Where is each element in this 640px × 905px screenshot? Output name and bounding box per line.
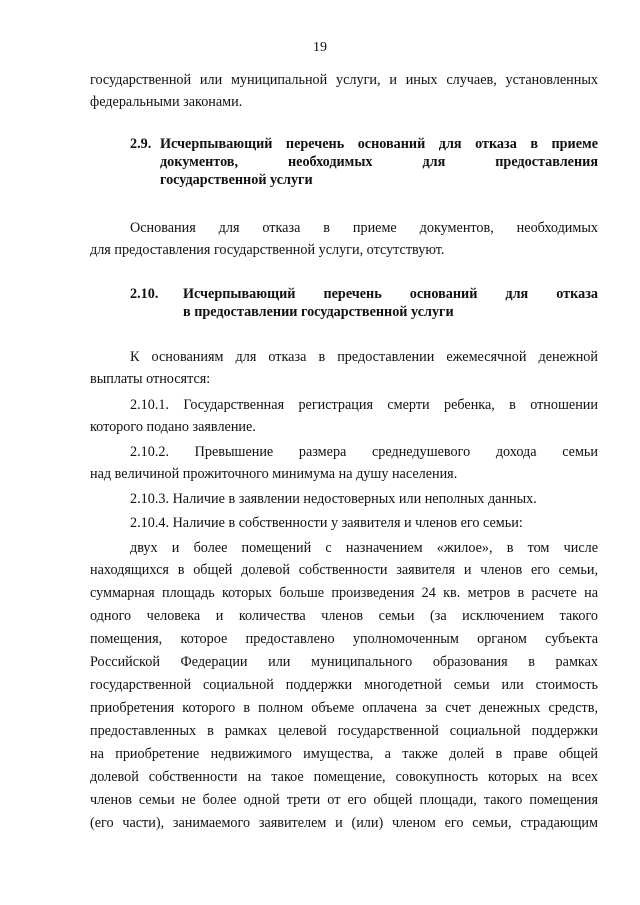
section-2-9-title-line-3: государственной услуги bbox=[160, 172, 313, 188]
body-line-6: над величиной прожиточного минимума на душу населения. bbox=[90, 466, 458, 482]
section-2-9-body-line-1: Основания для отказа в приеме документов, необходимых bbox=[130, 220, 598, 236]
section-2-10-number: 2.10. bbox=[130, 286, 159, 302]
body-line-19: долевой собственности на такое помещение, совокупность которых на всех bbox=[90, 769, 598, 785]
section-2-10-title-line-2: в предоставлении государственной услуги bbox=[183, 304, 454, 320]
body-line-20: членов семьи не более одной трети от его общей площади, такого помещения bbox=[90, 792, 598, 808]
section-2-10-title-line-1: Исчерпывающий перечень оснований для отказа bbox=[183, 286, 598, 302]
body-line-15: государственной социальной поддержки многодетной семьи или стоимость bbox=[90, 677, 598, 693]
body-line-9: двух и более помещений с назначением «жилое», в том числе bbox=[130, 540, 598, 556]
section-2-9-title-line-1: Исчерпывающий перечень оснований для отказа в приеме bbox=[160, 136, 598, 152]
intro-line-2: федеральными законами. bbox=[90, 94, 243, 110]
body-line-12: одного человека и количества членов семьи (за исключением такого bbox=[90, 608, 598, 624]
body-line-3: 2.10.1. Государственная регистрация смерти ребенка, в отношении bbox=[130, 397, 598, 413]
intro-line-1: государственной или муниципальной услуги, и иных случаев, установленных bbox=[90, 72, 598, 88]
section-2-9-body-line-2: для предоставления государственной услуги, отсутствуют. bbox=[90, 242, 445, 258]
body-line-11: суммарная площадь которых больше произведения 24 кв. метров в расчете на bbox=[90, 585, 598, 601]
body-line-13: помещения, которое предоставлено уполномоченным органом субъекта bbox=[90, 631, 598, 647]
body-line-4: которого подано заявление. bbox=[90, 419, 256, 435]
body-line-14: Российской Федерации или муниципального образования в рамках bbox=[90, 654, 598, 670]
body-line-2: выплаты относятся: bbox=[90, 371, 211, 387]
body-line-8: 2.10.4. Наличие в собственности у заявителя и членов его семьи: bbox=[130, 515, 523, 531]
body-line-7: 2.10.3. Наличие в заявлении недостоверных или неполных данных. bbox=[130, 491, 537, 507]
page-number: 19 bbox=[313, 40, 327, 55]
body-line-18: на приобретение недвижимого имущества, а также долей в праве общей bbox=[90, 746, 598, 762]
section-2-9-number: 2.9. bbox=[130, 136, 152, 152]
section-2-9-title-line-2: документов, необходимых для предоставления bbox=[160, 154, 598, 170]
body-line-10: находящихся в общей долевой собственности заявителя и членов его семьи, bbox=[90, 562, 598, 578]
body-line-5: 2.10.2. Превышение размера среднедушевого дохода семьи bbox=[130, 444, 598, 460]
body-line-17: предоставленных в рамках целевой государственной социальной поддержки bbox=[90, 723, 598, 739]
body-line-1: К основаниям для отказа в предоставлении ежемесячной денежной bbox=[130, 349, 598, 365]
body-line-21: (его части), занимаемого заявителем и (или) членом его семьи, страдающим bbox=[90, 815, 598, 831]
body-line-16: приобретения которого в полном объеме оплачена за счет денежных средств, bbox=[90, 700, 598, 716]
